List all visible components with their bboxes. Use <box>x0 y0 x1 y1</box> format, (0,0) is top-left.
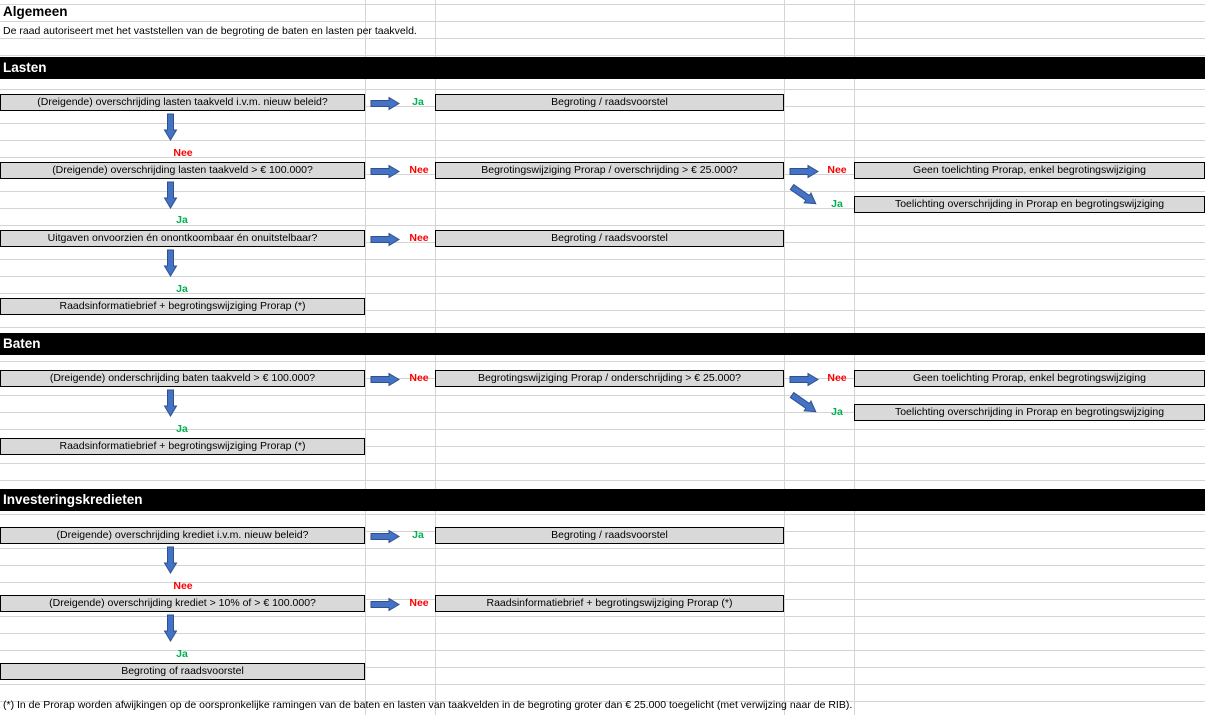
lasten-final-result: Raadsinformatiebrief + begrotingswijziging Prorap (*) <box>0 298 365 315</box>
lasten-q2-answer-yes: Ja <box>176 214 188 226</box>
investeringen-question-new-policy: (Dreigende) overschrijding krediet i.v.m. nieuw beleid? <box>0 527 365 544</box>
arrow-right-icon <box>370 530 400 543</box>
lasten-q3-answer-yes: Ja <box>176 283 188 295</box>
section-band-investeringskredieten: Investeringskredieten <box>0 489 1205 511</box>
investeringen-q1-answer-yes: Ja <box>412 529 424 541</box>
arrow-down-icon <box>164 389 177 417</box>
investeringen-question-over-threshold: (Dreigende) overschrijding krediet > 10% of > € 100.000? <box>0 595 365 612</box>
baten-explanation-result: Toelichting overschrijding in Prorap en begrotingswijziging <box>854 404 1205 421</box>
arrow-down-icon <box>164 113 177 141</box>
arrow-down-right-icon <box>789 392 819 416</box>
general-description: De raad autoriseert met het vaststellen van de begroting de baten en lasten per taakveld. <box>3 25 417 37</box>
baten-q1-sub-answer-yes: Ja <box>831 406 843 418</box>
lasten-question-over-100k: (Dreigende) overschrijding lasten taakveld > € 100.000? <box>0 162 365 179</box>
investeringen-q2-answer-yes: Ja <box>176 648 188 660</box>
investeringen-q2-result: Raadsinformatiebrief + begrotingswijziging Prorap (*) <box>435 595 784 612</box>
arrow-right-icon <box>789 373 819 386</box>
section-band-lasten: Lasten <box>0 57 1205 79</box>
arrow-right-icon <box>370 233 400 246</box>
arrow-down-icon <box>164 181 177 209</box>
lasten-q1-answer-no: Nee <box>173 147 193 159</box>
lasten-q2-sub-answer-no: Nee <box>827 164 847 176</box>
arrow-down-icon <box>164 249 177 277</box>
lasten-question-unforeseen: Uitgaven onvoorzien én onontkoombaar én onuitstelbaar? <box>0 230 365 247</box>
arrow-down-icon <box>164 614 177 642</box>
baten-q1-result-budget-change: Begrotingswijziging Prorap / onderschrijding > € 25.000? <box>435 370 784 387</box>
arrow-right-icon <box>370 97 400 110</box>
arrow-right-icon <box>370 598 400 611</box>
investeringen-q1-result: Begroting / raadsvoorstel <box>435 527 784 544</box>
lasten-q1-result: Begroting / raadsvoorstel <box>435 94 784 111</box>
baten-q1-sub-answer-no: Nee <box>827 372 847 384</box>
arrow-right-icon <box>789 165 819 178</box>
baten-question-under-100k: (Dreigende) onderschrijding baten taakveld > € 100.000? <box>0 370 365 387</box>
section-title-algemeen: Algemeen <box>3 4 68 19</box>
footnote: (*) In de Prorap worden afwijkingen op de oorspronkelijke ramingen van de baten en lasten van taakvelden in de begroting groter dan € 25.000 toegelicht (met verwijzing naar de RIB). <box>3 699 853 711</box>
baten-no-explanation-result: Geen toelichting Prorap, enkel begrotingswijziging <box>854 370 1205 387</box>
investeringen-q2-answer-no: Nee <box>409 597 429 609</box>
lasten-q1-answer-yes: Ja <box>412 96 424 108</box>
arrow-right-icon <box>370 165 400 178</box>
lasten-question-new-policy: (Dreigende) overschrijding lasten taakveld i.v.m. nieuw beleid? <box>0 94 365 111</box>
lasten-q3-result: Begroting / raadsvoorstel <box>435 230 784 247</box>
baten-final-result: Raadsinformatiebrief + begrotingswijziging Prorap (*) <box>0 438 365 455</box>
lasten-q2-sub-answer-yes: Ja <box>831 198 843 210</box>
lasten-q2-result-budget-change: Begrotingswijziging Prorap / overschrijding > € 25.000? <box>435 162 784 179</box>
investeringen-final-result: Begroting of raadsvoorstel <box>0 663 365 680</box>
lasten-explanation-result: Toelichting overschrijding in Prorap en begrotingswijziging <box>854 196 1205 213</box>
arrow-down-right-icon <box>789 184 819 208</box>
baten-q1-answer-no: Nee <box>409 372 429 384</box>
section-band-baten: Baten <box>0 333 1205 355</box>
arrow-down-icon <box>164 546 177 574</box>
baten-q1-answer-yes: Ja <box>176 423 188 435</box>
lasten-no-explanation-result: Geen toelichting Prorap, enkel begrotingswijziging <box>854 162 1205 179</box>
arrow-right-icon <box>370 373 400 386</box>
investeringen-q1-answer-no: Nee <box>173 580 193 592</box>
lasten-q2-answer-no: Nee <box>409 164 429 176</box>
lasten-q3-answer-no: Nee <box>409 232 429 244</box>
